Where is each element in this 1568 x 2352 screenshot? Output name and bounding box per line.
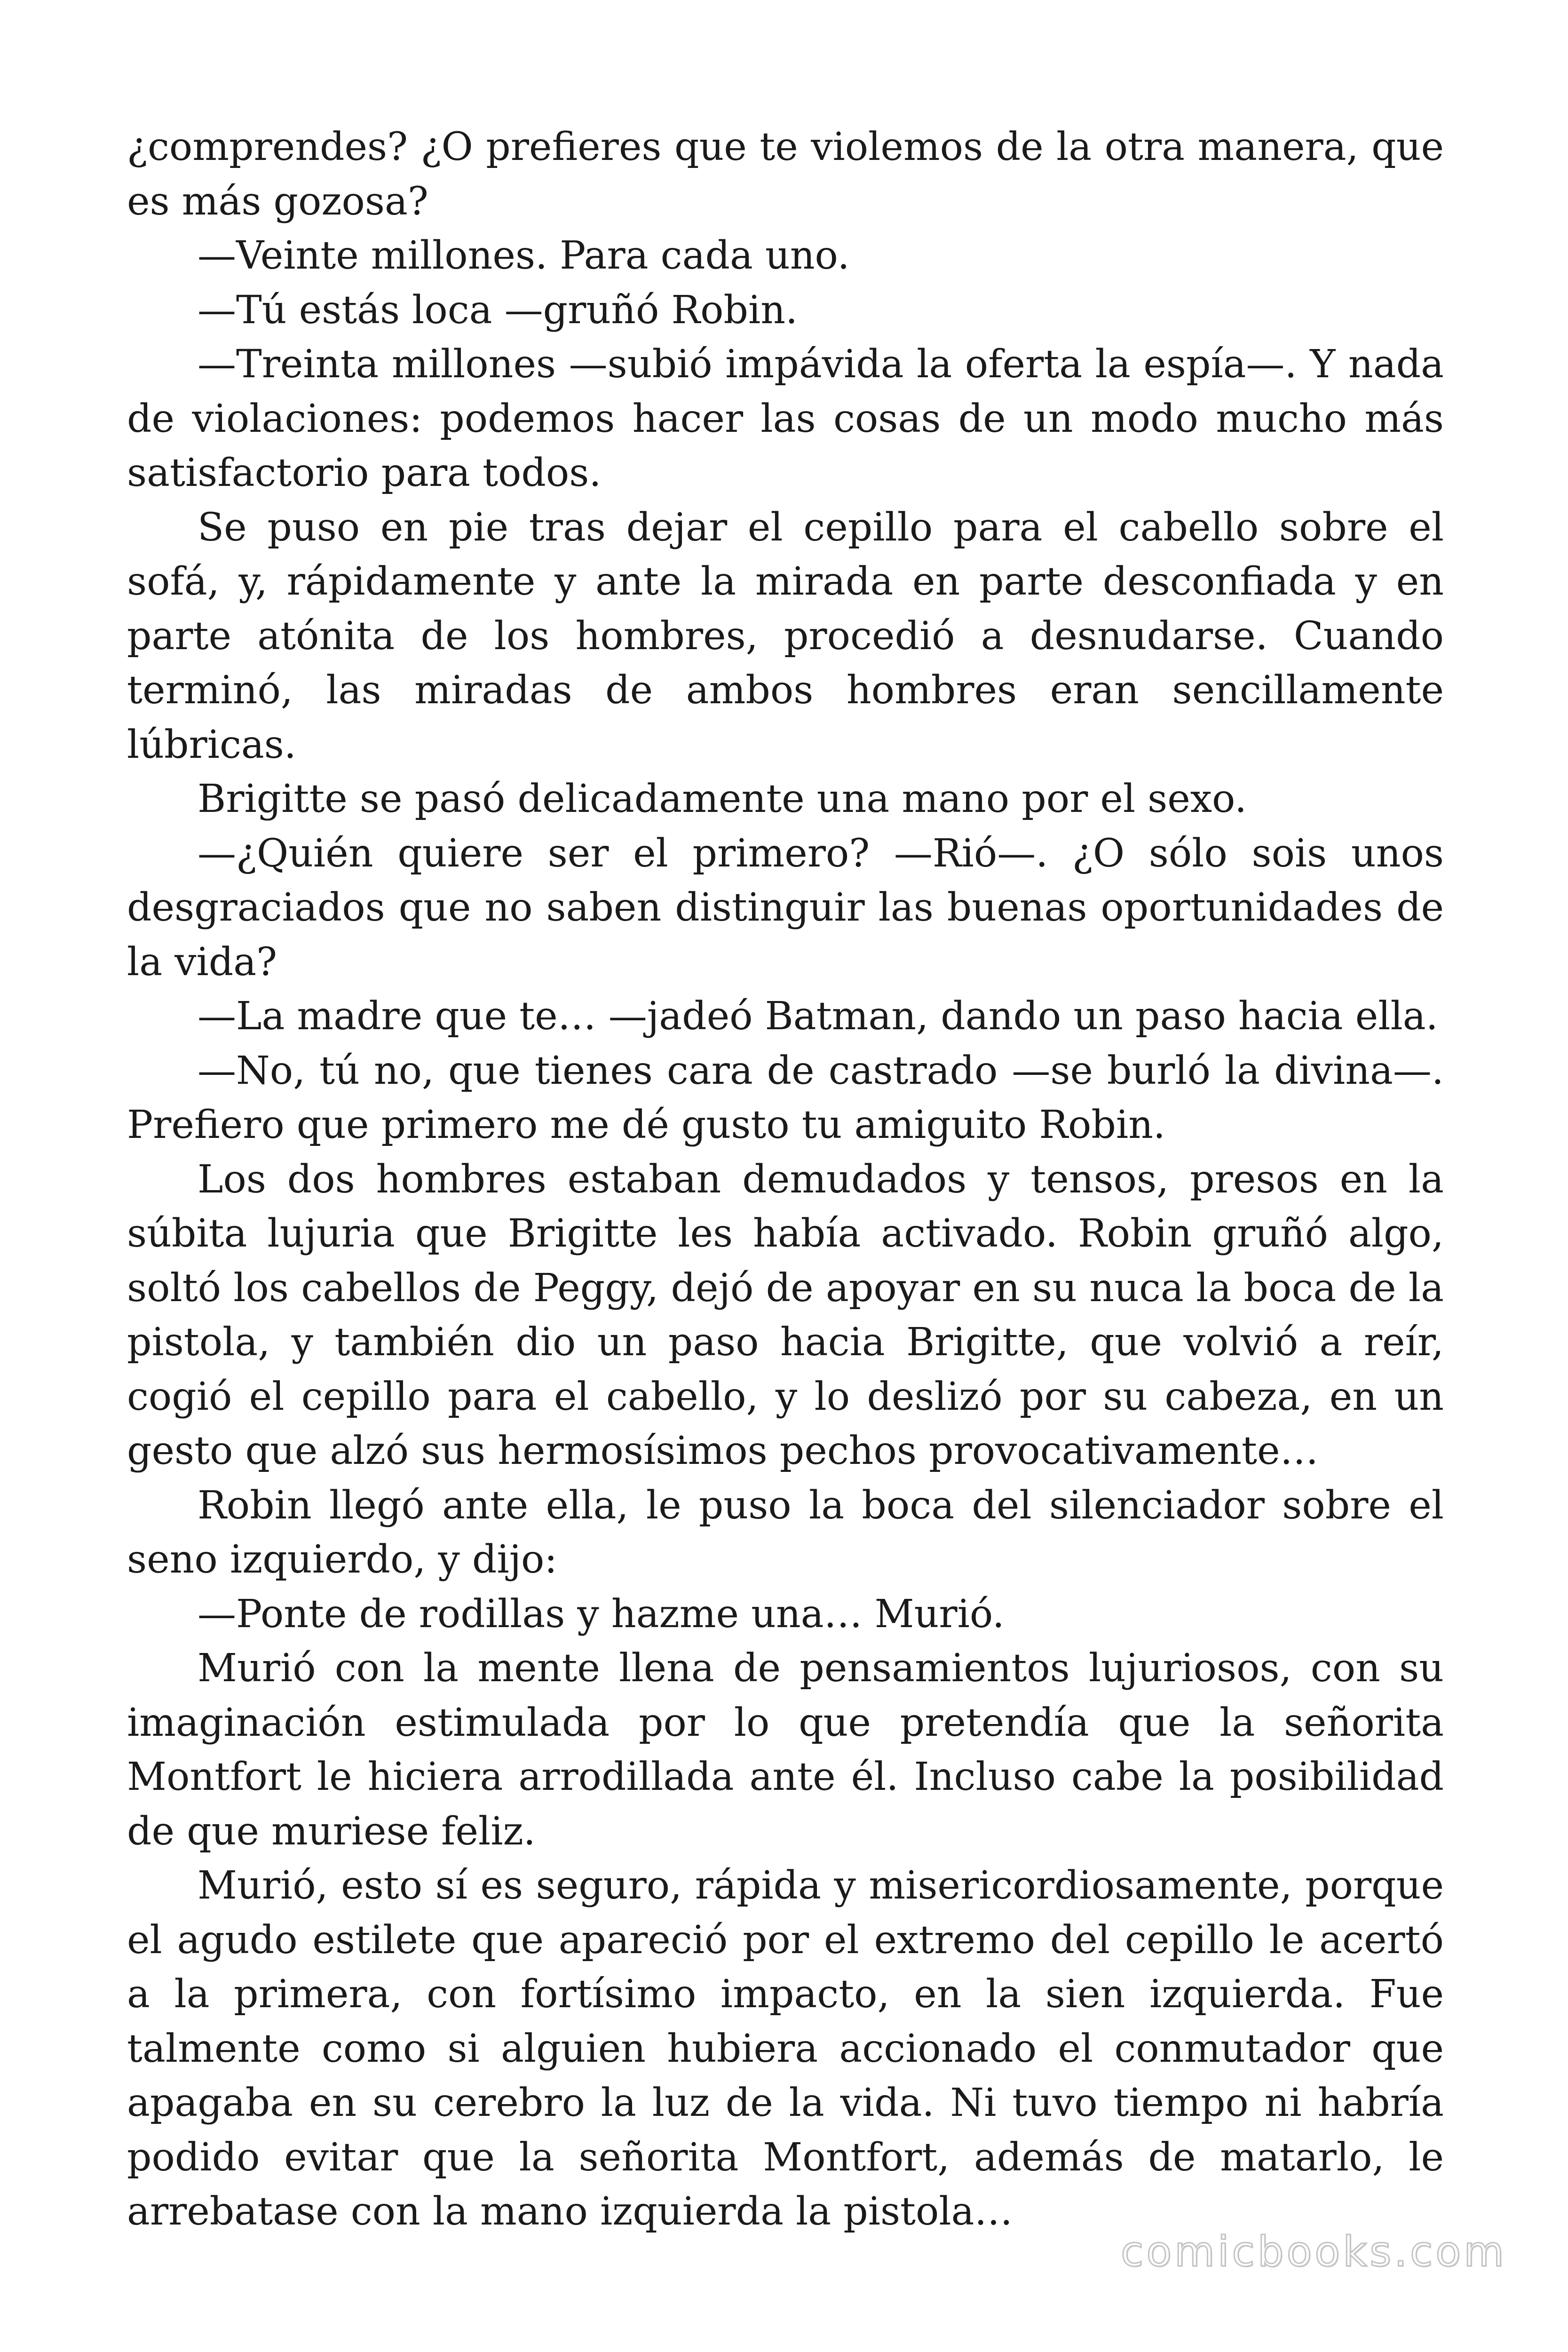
paragraph-dialogue-ponte-de-rodillas: —Ponte de rodillas y hazme una… Murió. (198, 1591, 1005, 1637)
paragraph-continuation: ¿comprendes? ¿O prefieres que te violemos de la otra manera, que es más gozosa? (127, 125, 1444, 224)
page-body (127, 120, 1444, 2234)
paragraph-dialogue-treinta-millones: —Treinta millones —subió impávida la oferta la espía—. Y nada de violaciones: podemos hacer las cosas de un modo mucho más satisfactorio para todos. (127, 342, 1444, 495)
paragraph-dialogue-no-tu-no: —No, tú no, que tienes cara de castrado —se burló la divina—. Prefiero que primero me dé gusto tu amiguito Robin. (127, 1048, 1444, 1147)
paragraph-los-dos-hombres: Los dos hombres estaban demudados y tensos, presos en la súbita lujuria que Brigitte les había activado. Robin gruñó algo, soltó los cabellos de Peggy, dejó de apoyar en su nuca la boca de la pistola, y también dio un paso hacia Brigitte, que volvió a reír, cogió el cepillo para el cabello, y lo deslizó por su cabeza, en un gesto que alzó sus hermosísimos pechos provocativamente… (127, 1157, 1444, 1473)
paragraph-se-puso-en-pie: Se puso en pie tras dejar el cepillo para el cabello sobre el sofá, y, rápidamente y ante la mirada en parte desconfiada y en parte atónita de los hombres, procedió a desnudarse. Cuando terminó, las miradas de ambos hombres eran sencillamente lúbricas. (127, 505, 1444, 767)
paragraph-murio-esto-si: Murió, esto sí es seguro, rápida y misericordiosamente, porque el agudo estilete que apareció por el extremo del cepillo le acertó a la primera, con fortísimo impacto, en la sien izquierda. Fue talmente como si alguien hubiera accionado el conmutador que apagaba en su cerebro la luz de la vida. Ni tuvo tiempo ni habría podido evitar que la señorita Montfort, además de matarlo, le arrebatase con la mano izquierda la pistola… (127, 1863, 1444, 2234)
paragraph-dialogue-tu-estas-loca: —Tú estás loca —gruñó Robin. (198, 287, 798, 333)
watermark: comicbooks.com (1120, 2227, 1507, 2276)
paragraph-dialogue-quien-quiere: —¿Quién quiere ser el primero? —Rió—. ¿O sólo sois unos desgraciados que no saben distinguir las buenas oportunidades de la vida? (127, 831, 1444, 985)
paragraph-dialogue-la-madre: —La madre que te… —jadeó Batman, dando un paso hacia ella. (198, 994, 1438, 1039)
paragraph-murio-con-la-mente: Murió con la mente llena de pensamientos lujuriosos, con su imaginación estimulada por lo que pretendía que la señorita Montfort le hiciera arrodillada ante él. Incluso cabe la posibilidad de que muriese feliz. (127, 1646, 1444, 1854)
paragraph-robin-llego: Robin llegó ante ella, le puso la boca del silenciador sobre el seno izquierdo, y dijo: (127, 1483, 1444, 1582)
paragraph-brigitte-se-paso: Brigitte se pasó delicadamente una mano por el sexo. (198, 777, 1247, 821)
paragraph-dialogue-veinte-millones: —Veinte millones. Para cada uno. (198, 233, 850, 278)
